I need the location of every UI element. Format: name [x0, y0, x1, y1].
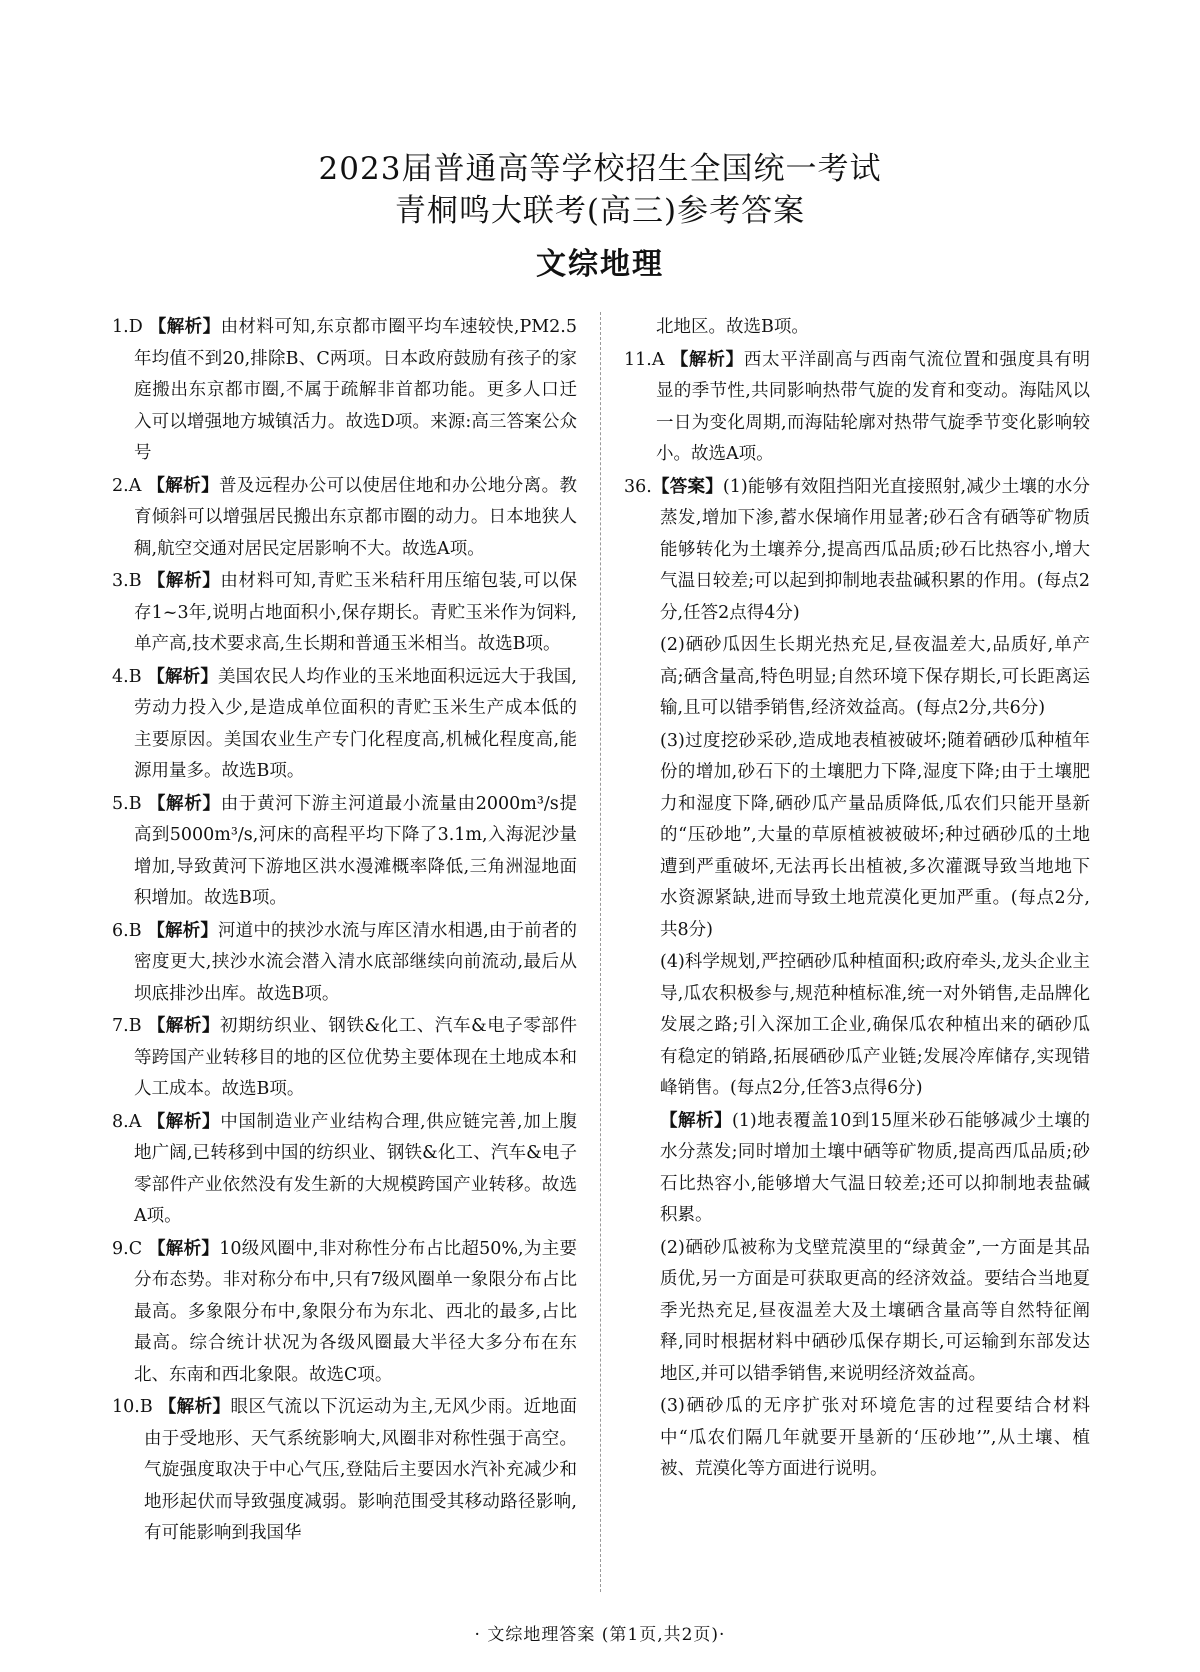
- answer-part: (2)硒砂瓜因生长期光热充足,昼夜温差大,品质好,单产高;硒含量高,特色明显;自然环境下保存期长,可长距离运输,且可以错季销售,经济效益高。(每点2分,共6分): [660, 635, 1090, 718]
- answer-item: 7.B 【解析】初期纺织业、钢铁&化工、汽车&电子零部件等跨国产业转移目的地的区位优势主要体现在土地成本和人工成本。故选B项。: [112, 1016, 578, 1099]
- answer-item: 1.D 【解析】由材料可知,东京都市圈平均车速较快,PM2.5年均值不到20,排除B、C两项。日本政府鼓励有孩子的家庭搬出东京都市圈,不属于疏解非首都功能。更多人口迁入可以增强地方城镇活力。故选D项。来源:高三答案公众号: [112, 317, 577, 463]
- continuation-text: 北地区。故选B项。: [656, 317, 809, 337]
- exam-subtitle: 青桐鸣大联考(高三)参考答案: [394, 193, 806, 229]
- subject-title: 文综地理: [536, 247, 664, 282]
- analysis-part: 【解析】(1)地表覆盖10到15厘米砂石能够减少土壤的水分蒸发;同时增加土壤中硒等矿物质,提高西瓜品质;砂石比热容小,能够增大气温日较差;还可以抑制地表盐碱积累。: [660, 1110, 1091, 1225]
- answer-item: 3.B 【解析】由材料可知,青贮玉米秸秆用压缩包装,可以保存1~3年,说明占地面积小,保存期长。青贮玉米作为饲料,单产高,技术要求高,生长期和普通玉米相当。故选B项。: [112, 571, 578, 654]
- column-divider: [600, 312, 601, 1592]
- answer-item: 2.A 【解析】普及远程办公可以使居住地和办公地分离。教育倾斜可以增强居民搬出东京都市圈的动力。日本地狭人稠,航空交通对居民定居影响不大。故选A项。: [112, 475, 577, 559]
- right-column: [624, 312, 1090, 1486]
- analysis-part: (3)硒砂瓜的无序扩张对环境危害的过程要结合材料中“瓜农们隔几年就要开垦新的‘压砂地’”,从土壤、植被、荒漠化等方面进行说明。: [660, 1396, 1090, 1479]
- answer-item: 8.A 【解析】中国制造业产业结构合理,供应链完善,加上腹地广阔,已转移到中国的纺织业、钢铁&化工、汽车&电子零部件产业依然没有发生新的大规模跨国产业转移。故选A项。: [112, 1111, 578, 1226]
- answer-item: 9.C 【解析】10级风圈中,非对称性分布占比超50%,为主要分布态势。非对称分布中,只有7级风圈单一象限分布占比最高。多象限分布中,象限分布为东北、西北的最多,占比最高。综合统计状况为各级风圈最大半径大多分布在东北、东南和西北象限。故选C项。: [112, 1238, 577, 1385]
- answer-item: 4.B 【解析】美国农民人均作业的玉米地面积远远大于我国,劳动力投入少,是造成单位面积的青贮玉米生产成本低的主要原因。美国农业生产专门化程度高,机械化程度高,能源用量多。故选B项。: [112, 666, 577, 781]
- analysis-part: (2)硒砂瓜被称为戈壁荒漠里的“绿黄金”,一方面是其品质优,另一方面是可获取更高的经济效益。要结合当地夏季光热充足,昼夜温差大及土壤硒含量高等自然特征阐释,同时根据材料中硒砂瓜保存期长,可运输到东部发达地区,并可以错季销售,来说明经济效益高。: [660, 1237, 1090, 1384]
- exam-title: 2023届普通高等学校招生全国统一考试: [318, 151, 882, 187]
- answer-item: 6.B 【解析】河道中的挟沙水流与库区清水相遇,由于前者的密度更大,挟沙水流会潜入清水底部继续向前流动,最后从坝底排沙出库。故选B项。: [112, 920, 577, 1004]
- answer-part: (3)过度挖砂采砂,造成地表植被破坏;随着硒砂瓜种植年份的增加,砂石下的土壤肥力下降,湿度下降;由于土壤肥力和湿度下降,硒砂瓜产量品质降低,瓜农们只能开垦新的“压砂地”,大量的草原植被被破坏;种过硒砂瓜的土地遭到严重破坏,无法再长出植被,多次灌溉导致当地地下水资源紧缺,进而导致土地荒漠化更加严重。(每点2分,共8分): [660, 730, 1090, 940]
- answer-item-36: 36.【答案】(1)能够有效阻挡阳光直接照射,减少土壤的水分蒸发,增加下渗,蓄水保墒作用显著;砂石含有硒等矿物质能够转化为土壤养分,提高西瓜品质;砂石比热容小,增大气温日较差;可以起到抑制地表盐碱积累的作用。(每点2分,任答2点得4分): [624, 476, 1090, 623]
- page-header: [0, 148, 1200, 286]
- answer-part: (4)科学规划,严控硒砂瓜种植面积;政府牵头,龙头企业主导,瓜农积极参与,规范种植标准,统一对外销售,走品牌化发展之路;引入深加工企业,确保瓜农种植出来的硒砂瓜有稳定的销路,拓展硒砂瓜产业链;发展冷库储存,实现错峰销售。(每点2分,任答3点得6分): [660, 952, 1090, 1098]
- answer-item: 10.B 【解析】眼区气流以下沉运动为主,无风少雨。近地面由于受地形、天气系统影响大,风圈非对称性强于高空。气旋强度取决于中心气压,登陆后主要因水汽补充减少和地形起伏而导致强度减弱。影响范围受其移动路径影响,有可能影响到我国华: [112, 1397, 577, 1543]
- answer-item: 5.B 【解析】由于黄河下游主河道最小流量由2000m³/s提高到5000m³/s,河床的高程平均下降了3.1m,入海泥沙量增加,导致黄河下游地区洪水漫滩概率降低,三角洲湿地面积增加。故选B项。: [112, 793, 577, 908]
- left-column: [112, 312, 577, 1551]
- page-footer: · 文综地理答案 (第1页,共2页)·: [474, 1625, 726, 1645]
- answer-item: 11.A 【解析】西太平洋副高与西南气流位置和强度具有明显的季节性,共同影响热带气旋的发育和变动。海陆风以一日为变化周期,而海陆轮廓对热带气旋季节变化影响较小。故选A项。: [624, 349, 1091, 464]
